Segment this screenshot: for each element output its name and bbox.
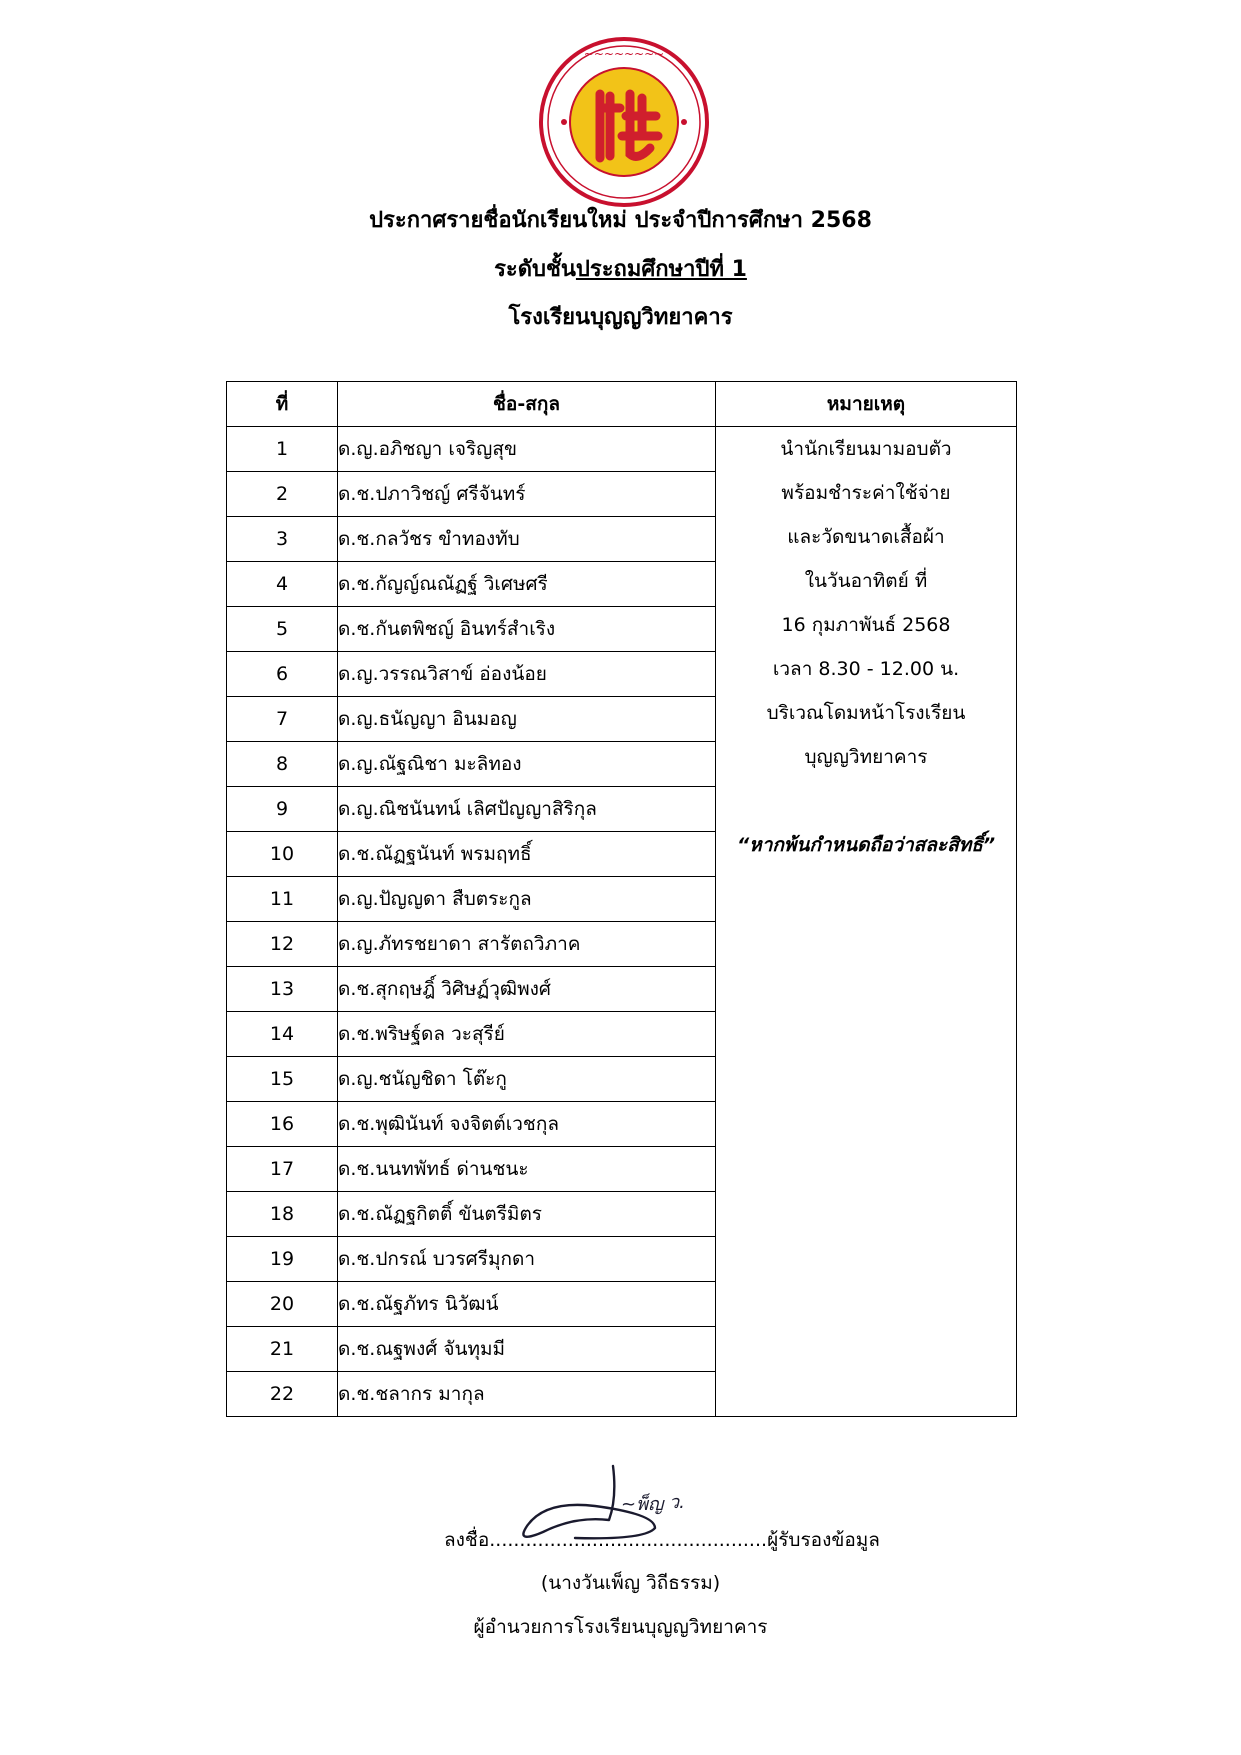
sign-line bbox=[444, 1525, 904, 1555]
table-row bbox=[227, 427, 1017, 472]
remark-line: และวัดขนาดเสื้อผ้า bbox=[787, 526, 945, 548]
remark-line: 16 กุมภาพันธ์ 2568 bbox=[781, 614, 951, 636]
table-body bbox=[227, 427, 1017, 1417]
row-number: 5 bbox=[227, 607, 338, 652]
grade-name: ประถมศึกษาปีที่ 1 bbox=[575, 257, 747, 282]
row-number: 22 bbox=[227, 1372, 338, 1417]
student-name: ด.ญ.ชนัญชิดา โต๊ะกู bbox=[338, 1057, 716, 1102]
student-name: ด.ช.กัญญ์ณณัฏฐ์ วิเศษศรี bbox=[338, 562, 716, 607]
student-name: ด.ช.กันตพิชญ์ อินทร์สำเริง bbox=[338, 607, 716, 652]
row-number: 19 bbox=[227, 1237, 338, 1282]
student-name: ด.ช.ณัฐภัทร นิวัฒน์ bbox=[338, 1282, 716, 1327]
grade-level bbox=[0, 255, 1241, 285]
student-name: ด.ช.ณฐพงศ์ จันทุมมี bbox=[338, 1327, 716, 1372]
signer-position: ผู้อำนวยการโรงเรียนบุญญวิทยาคาร bbox=[473, 1616, 768, 1638]
row-number: 18 bbox=[227, 1192, 338, 1237]
svg-text:~~~~~~~~: ~~~~~~~~ bbox=[583, 47, 665, 61]
sign-prefix: ลงชื่อ bbox=[444, 1529, 490, 1551]
page-title: ประกาศรายชื่อนักเรียนใหม่ ประจำปีการศึกษา 2568 bbox=[369, 208, 872, 233]
sign-dots: .............................................. bbox=[489, 1529, 768, 1551]
remark-line: พร้อมชำระค่าใช้จ่าย bbox=[781, 482, 951, 504]
remark-cell bbox=[716, 427, 1017, 1417]
student-name: ด.ญ.ธนัญญา อินมอญ bbox=[338, 697, 716, 742]
remark-line: บริเวณโดมหน้าโรงเรียน bbox=[766, 702, 966, 724]
student-name: ด.ช.ณัฏฐนันท์ พรมฤทธิ์ bbox=[338, 832, 716, 877]
row-number: 20 bbox=[227, 1282, 338, 1327]
row-number: 7 bbox=[227, 697, 338, 742]
school-name: โรงเรียนบุญญวิทยาคาร bbox=[508, 305, 733, 330]
student-name: ด.ช.ณัฏฐกิตติ์ ขันตรีมิตร bbox=[338, 1192, 716, 1237]
svg-text:ว.: ว. bbox=[669, 1492, 685, 1513]
row-number: 3 bbox=[227, 517, 338, 562]
student-name: ด.ญ.ภัทรชยาดา สารัตถวิภาค bbox=[338, 922, 716, 967]
student-name: ด.ช.ปภาวิชญ์ ศรีจันทร์ bbox=[338, 472, 716, 517]
remark-line: เวลา 8.30 - 12.00 น. bbox=[772, 658, 960, 680]
student-name: ด.ญ.ณิชนันทน์ เลิศปัญญาสิริกุล bbox=[338, 787, 716, 832]
remark-line: ในวันอาทิตย์ ที่ bbox=[804, 570, 928, 592]
student-name: ด.ญ.อภิชญา เจริญสุข bbox=[338, 427, 716, 472]
column-header-name: ชื่อ-สกุล bbox=[338, 382, 716, 427]
remark-line: นำนักเรียนมามอบตัว bbox=[780, 438, 952, 460]
table-header-row bbox=[227, 382, 1017, 427]
grade-prefix: ระดับชั้น bbox=[494, 257, 576, 282]
remark-line: บุญญวิทยาคาร bbox=[804, 746, 928, 768]
sign-role: ผู้รับรองข้อมูล bbox=[767, 1529, 880, 1551]
school-logo bbox=[538, 36, 710, 208]
student-name: ด.ช.สุกฤษฎิ์ วิศิษฏ์วุฒิพงศ์ bbox=[338, 967, 716, 1012]
row-number: 1 bbox=[227, 427, 338, 472]
student-name: ด.ญ.ปัญญดา สืบตระกูล bbox=[338, 877, 716, 922]
row-number: 17 bbox=[227, 1147, 338, 1192]
student-name: ด.ญ.ณัฐณิชา มะลิทอง bbox=[338, 742, 716, 787]
row-number: 9 bbox=[227, 787, 338, 832]
student-table bbox=[226, 381, 1017, 1417]
row-number: 10 bbox=[227, 832, 338, 877]
row-number: 2 bbox=[227, 472, 338, 517]
row-number: 11 bbox=[227, 877, 338, 922]
row-number: 21 bbox=[227, 1327, 338, 1372]
row-number: 12 bbox=[227, 922, 338, 967]
student-name: ด.ช.ชลากร มากุล bbox=[338, 1372, 716, 1417]
remark-warning: “หากพ้นกำหนดถือว่าสละสิทธิ์” bbox=[736, 834, 996, 856]
student-name: ด.ช.นนทพัทธ์ ด่านชนะ bbox=[338, 1147, 716, 1192]
row-number: 14 bbox=[227, 1012, 338, 1057]
column-header-remark: หมายเหตุ bbox=[716, 382, 1017, 427]
student-name: ด.ช.กลวัชร ขำทองทับ bbox=[338, 517, 716, 562]
row-number: 6 bbox=[227, 652, 338, 697]
row-number: 15 bbox=[227, 1057, 338, 1102]
row-number: 8 bbox=[227, 742, 338, 787]
column-header-no: ที่ bbox=[227, 382, 338, 427]
row-number: 16 bbox=[227, 1102, 338, 1147]
student-name: ด.ญ.วรรณวิสาข์ อ่องน้อย bbox=[338, 652, 716, 697]
school-seal-icon bbox=[538, 36, 710, 208]
row-number: 4 bbox=[227, 562, 338, 607]
remark-spacer bbox=[716, 779, 1016, 823]
signer-name: (นางวันเพ็ญ วิถีธรรม) bbox=[540, 1572, 721, 1594]
student-name: ด.ช.พริษฐ์ดล วะสุรีย์ bbox=[338, 1012, 716, 1057]
row-number: 13 bbox=[227, 967, 338, 1012]
student-name: ด.ช.ปกรณ์ บวรศรีมุกดา bbox=[338, 1237, 716, 1282]
student-name: ด.ช.พุฒินันท์ จงจิตต์เวชกุล bbox=[338, 1102, 716, 1147]
svg-text:~พ็ญ: ~พ็ญ bbox=[621, 1494, 664, 1515]
